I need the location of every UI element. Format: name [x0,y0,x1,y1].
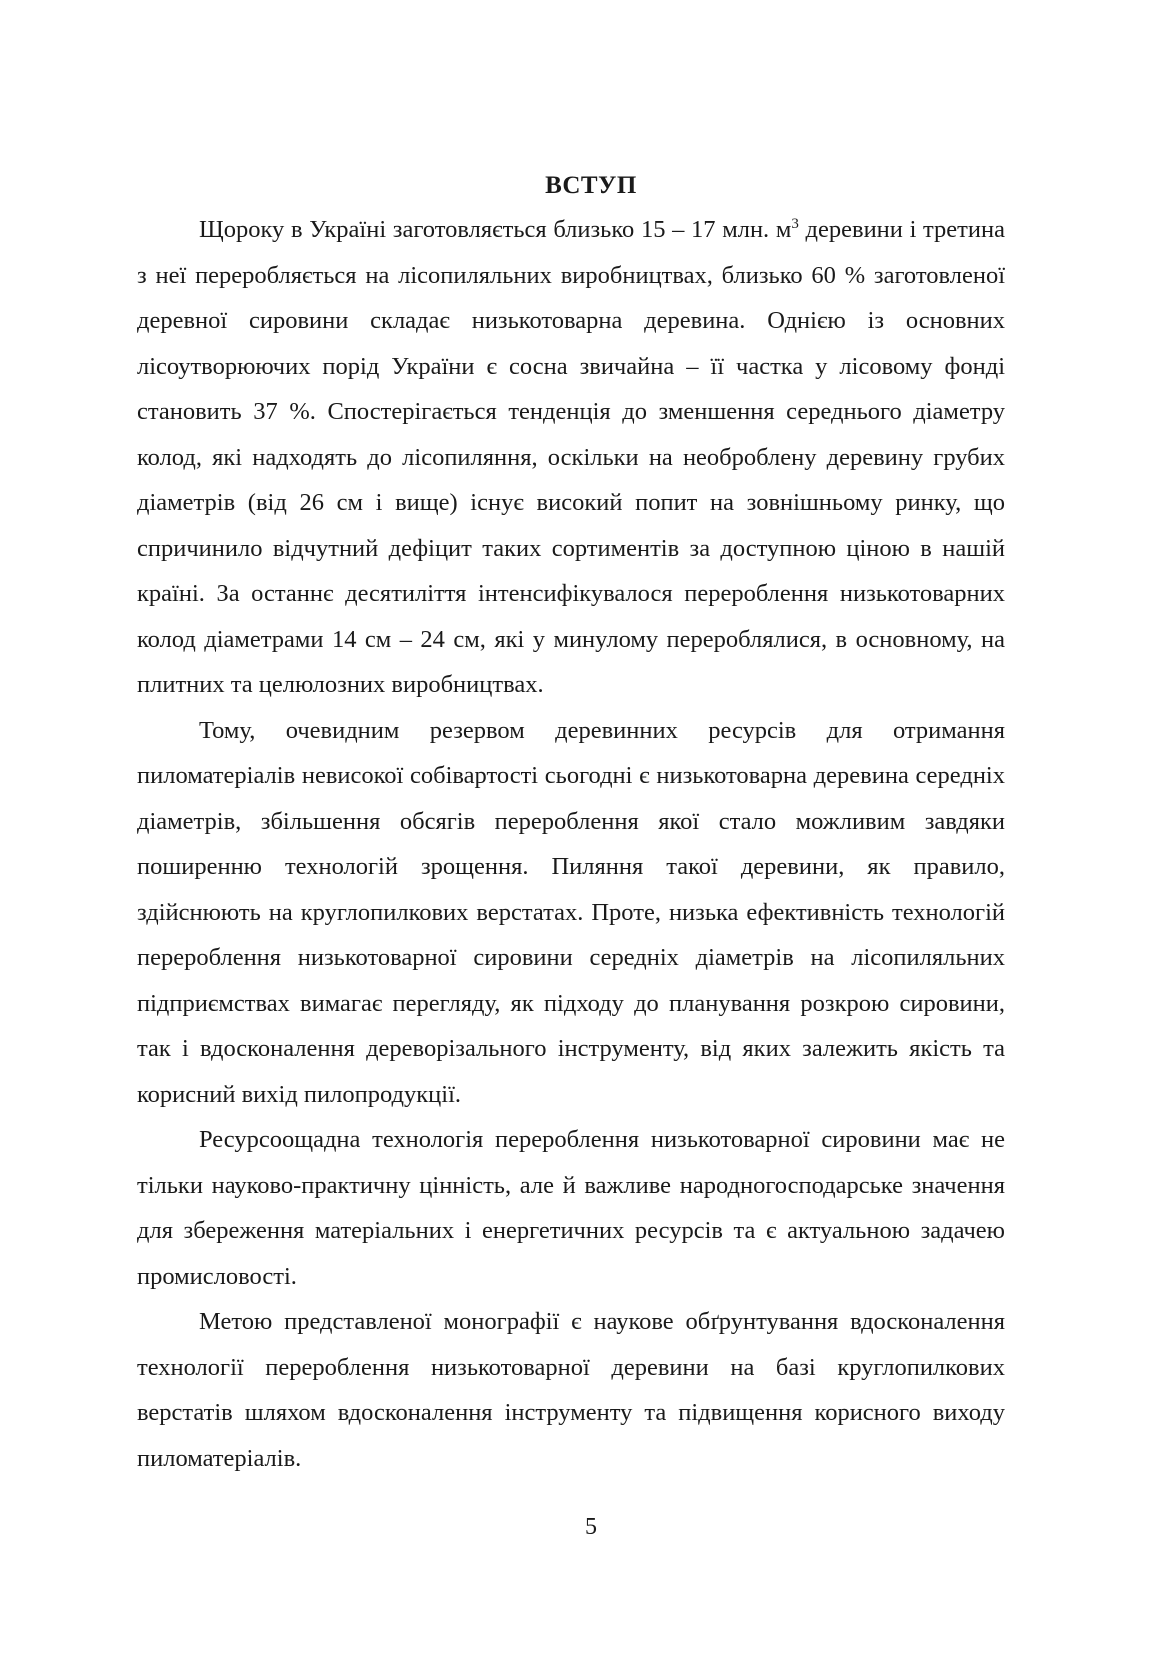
body-text [137,207,1005,1481]
page-number: 5 [585,1514,597,1540]
paragraph-1-text-a: Щороку в Україні заготовляється близько 15 – 17 млн. м [199,216,792,243]
superscript-cubic: 3 [791,216,799,232]
paragraph-3: Ресурсоощадна технологія перероблення низькотоварної сировини має не тільки науково-практичну цінність, але й важливе народногосподарське значення для збереження матеріальних і енергетичних ресурсів та є актуальною задачею промисловості. [137,1126,1005,1290]
paragraph-1 [137,207,1005,708]
paragraph-2: Тому, очевидним резервом деревинних ресурсів для отримання пиломатеріалів невисокої собівартості сьогодні є низькотоварна деревина середніх діаметрів, збільшення обсягів перероблення якої стало можливим завдяки поширенню технологій зрощення. Пиляння такої деревини, як правило, здійснюють на круглопилкових верстатах. Проте, низька ефективність технологій перероблення низькотоварної сировини середніх діаметрів на лісопиляльних підприємствах вимагає перегляду, як підходу до планування розкрою сировини, так і вдосконалення дереворізального інструменту, від яких залежить якість та корисний вихід пилопродукції. [137,716,1005,1108]
paragraph-1-text-b: деревини і третина з неї переробляється на лісопиляльних виробництвах, близько 60 % заготовленої деревної сировини складає низькотоварна деревина. Однією із основних лісоутворюючих порід України є сосна звичайна – її частка у лісовому фонді становить 37 %. Спостерігається тенденція до зменшення середнього діаметру колод, які надходять до лісопиляння, оскільки на необроблену деревину грубих діаметрів (від 26 см і вище) існує високий попит на зовнішньому ринку, що спричинило відчутний дефіцит таких сортиментів за доступною ціною в нашій країні. За останнє десятиліття інтенсифікувалося перероблення низькотоварних колод діаметрами 14 см – 24 см, які у минулому перероблялися, в основному, на плитних та целюлозних виробництвах. [137,216,1005,698]
section-heading: ВСТУП [545,172,637,199]
paragraph-4: Метою представленої монографії є наукове обґрунтування вдосконалення технології перероблення низькотоварної деревини на базі круглопилкових верстатів шляхом вдосконалення інструменту та підвищення корисного виходу пиломатеріалів. [137,1308,1005,1472]
